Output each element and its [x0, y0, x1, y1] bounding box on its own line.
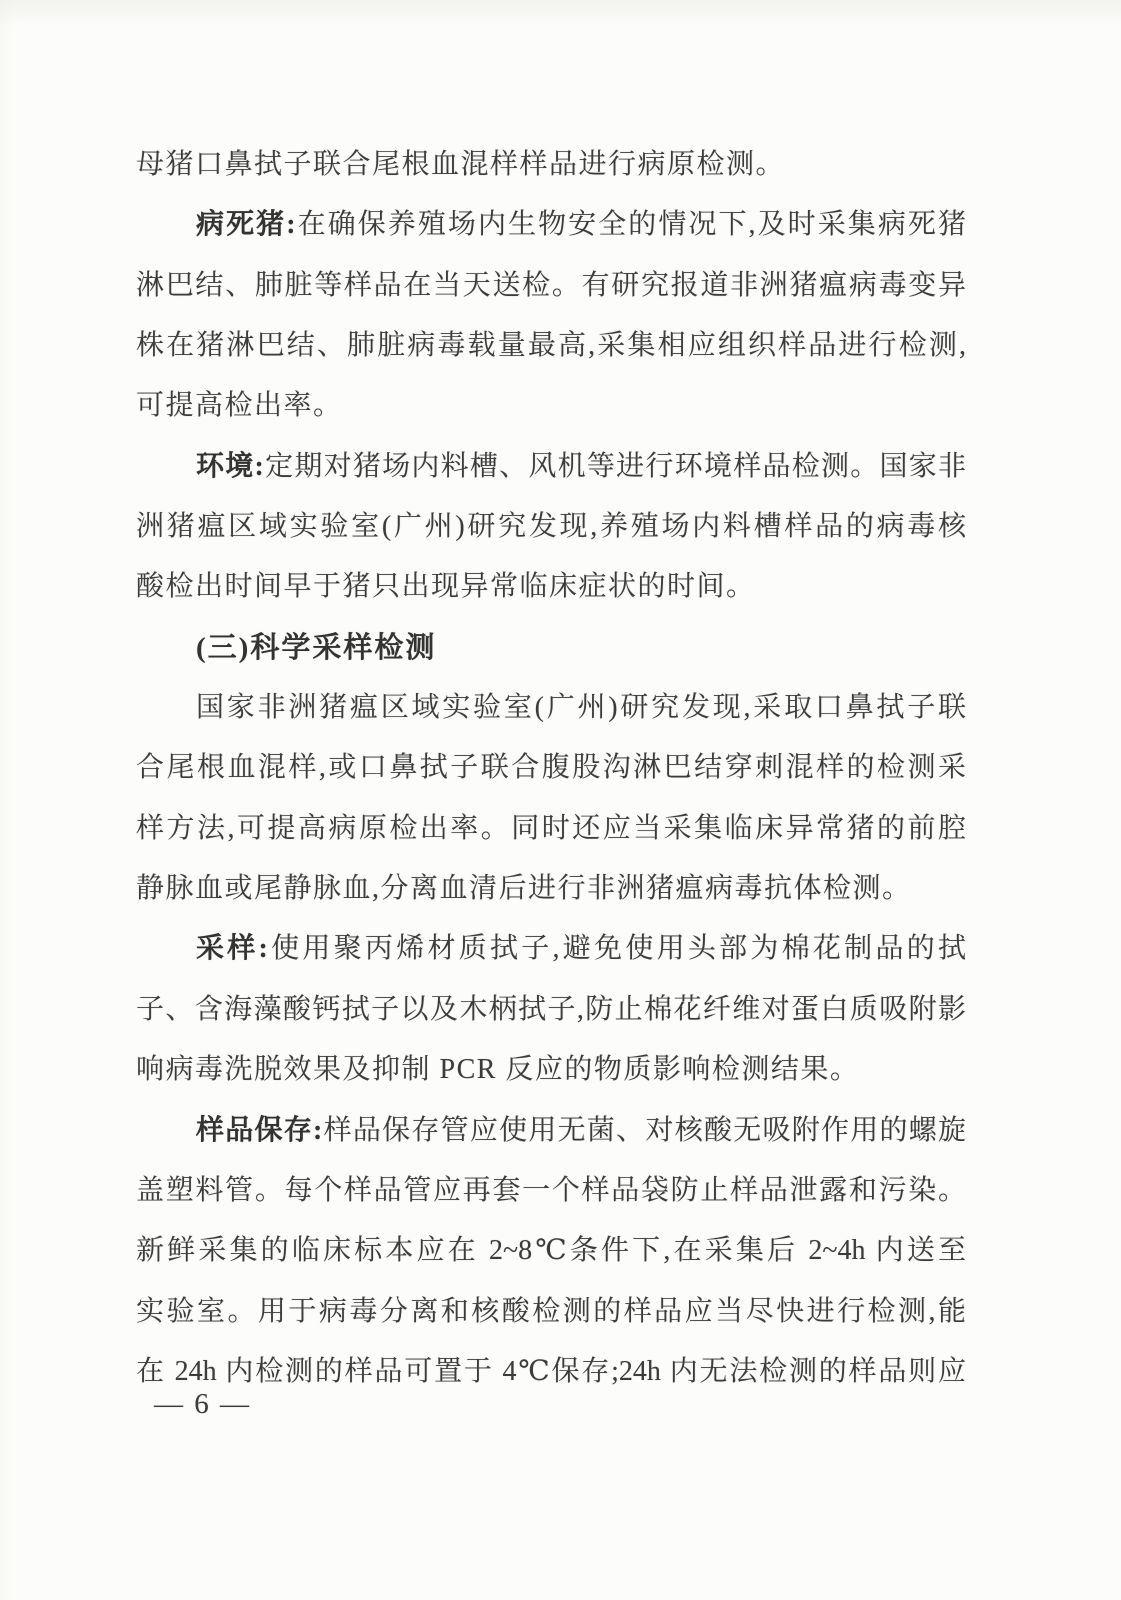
- paragraph-lead-sick-dead-pigs: 病死猪:: [196, 209, 296, 241]
- section-heading: [136, 618, 966, 678]
- line-text: 静脉血或尾静脉血,分离血清后进行非洲猪瘟病毒抗体检测。: [136, 873, 912, 905]
- section-heading-text: (三)科学采样检测: [196, 631, 437, 664]
- text-line: [136, 437, 966, 497]
- text-line: [136, 1282, 966, 1342]
- line-text: 合尾根血混样,或口鼻拭子联合腹股沟淋巴结穿刺混样的检测采: [136, 752, 966, 784]
- paragraph-lead-sample-storage: 样品保存:: [196, 1114, 323, 1146]
- page-number: — 6 —: [154, 1388, 251, 1420]
- text-line: [136, 980, 966, 1040]
- line-text: 样方法,可提高病原检出率。同时还应当采集临床异常猪的前腔: [136, 812, 966, 844]
- document-body-text: [136, 135, 966, 1402]
- line-text: 母猪口鼻拭子联合尾根血混样样品进行病原检测。: [136, 149, 786, 180]
- text-line: [136, 497, 966, 557]
- text-line: [136, 557, 966, 617]
- text-line: [136, 1221, 966, 1281]
- text-line: [136, 1161, 966, 1221]
- paragraph-lead-sampling: 采样:: [196, 933, 268, 965]
- line-text: 在确保养殖场内生物安全的情况下,及时采集病死猪: [295, 209, 966, 241]
- text-line: [136, 1342, 966, 1402]
- text-line: [136, 376, 966, 436]
- text-line: [136, 678, 966, 738]
- line-text: 在 24h 内检测的样品可置于 4℃保存;24h 内无法检测的样品则应: [136, 1355, 966, 1387]
- line-text: 洲猪瘟区域实验室(广州)研究发现,养殖场内料槽样品的病毒核: [136, 511, 966, 543]
- paragraph-lead-environment: 环境:: [196, 450, 264, 482]
- text-line: [136, 738, 966, 798]
- line-text: 实验室。用于病毒分离和核酸检测的样品应当尽快进行检测,能: [136, 1295, 966, 1327]
- text-line: [136, 195, 966, 255]
- text-line: [136, 799, 966, 859]
- text-line: [136, 859, 966, 919]
- line-text: 国家非洲猪瘟区域实验室(广州)研究发现,采取口鼻拭子联: [196, 692, 966, 724]
- line-text: 盖塑料管。每个样品管应再套一个样品袋防止样品泄露和污染。: [136, 1174, 966, 1206]
- line-text: 新鲜采集的临床标本应在 2~8℃条件下,在采集后 2~4h 内送至: [136, 1235, 966, 1267]
- line-text: 株在猪淋巴结、肺脏病毒载量最高,采集相应组织样品进行检测,: [136, 330, 966, 362]
- line-text: 子、含海藻酸钙拭子以及木柄拭子,防止棉花纤维对蛋白质吸附影: [136, 993, 966, 1025]
- text-line: [136, 135, 966, 195]
- text-line: [136, 1101, 966, 1161]
- line-text: 响病毒洗脱效果及抑制 PCR 反应的物质影响检测结果。: [136, 1054, 860, 1086]
- line-text: 使用聚丙烯材质拭子,避免使用头部为棉花制品的拭: [267, 933, 966, 965]
- line-text: 定期对猪场内料槽、风机等进行环境样品检测。国家非: [263, 450, 966, 482]
- line-text: 酸检出时间早于猪只出现异常临床症状的时间。: [136, 571, 756, 603]
- line-text: 可提高检出率。: [136, 390, 343, 422]
- text-line: [136, 919, 966, 979]
- text-line: [136, 256, 966, 316]
- line-text: 样品保存管应使用无菌、对核酸无吸附作用的螺旋: [322, 1114, 966, 1146]
- text-line: [136, 316, 966, 376]
- text-line: [136, 1040, 966, 1100]
- line-text: 淋巴结、肺脏等样品在当天送检。有研究报道非洲猪瘟病毒变异: [136, 269, 966, 301]
